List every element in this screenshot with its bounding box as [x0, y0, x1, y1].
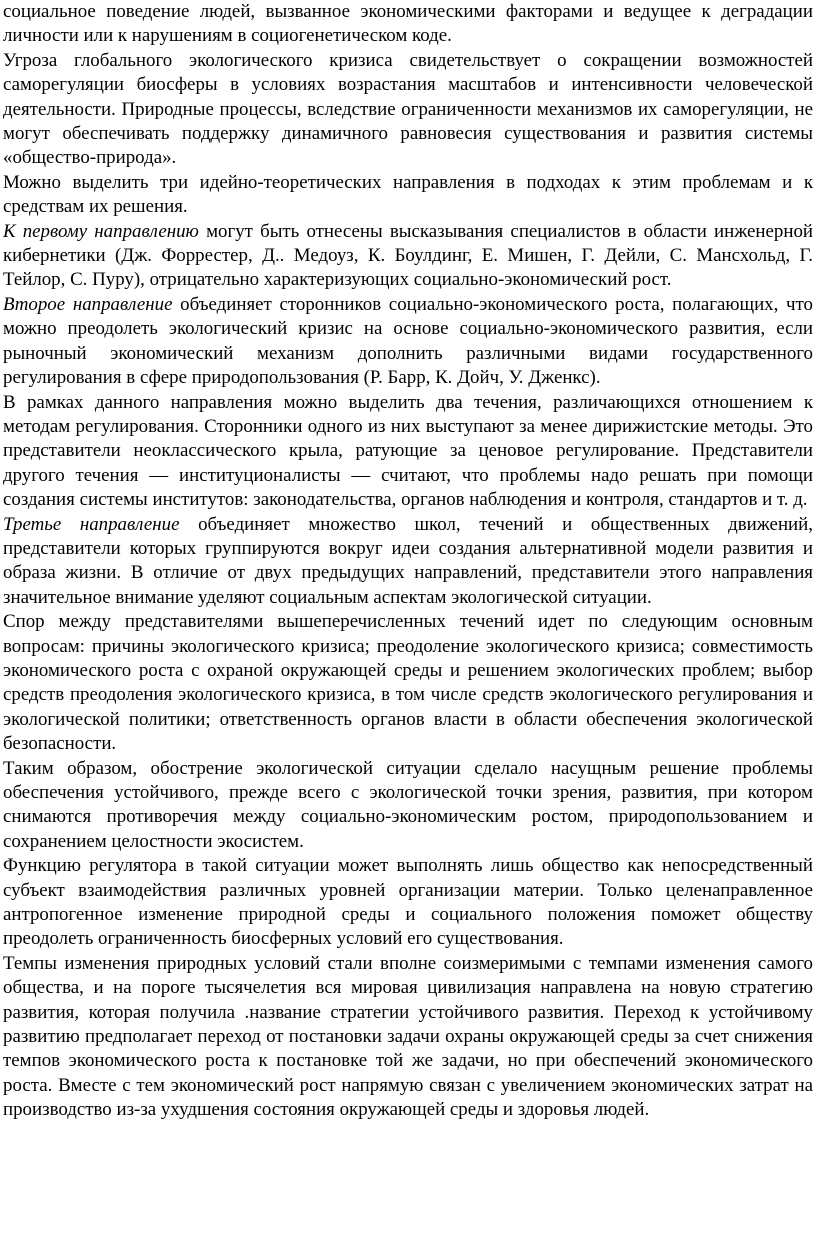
paragraph-text: объединяет сторонников социально-экономического роста, полагающих, что можно преодолеть экологический кризис на основе социально-экономического развития, если рыночный экономический механизм дополнить различными видами государственного регулирования в сфере природопользования (Р. Барр, К. Дойч, У. Дженкс).: [3, 293, 813, 389]
paragraph-5: [3, 293, 813, 391]
paragraph-7: [3, 513, 813, 611]
paragraph-2: [3, 49, 813, 171]
paragraph-10: [3, 854, 813, 952]
paragraph-text: Таким образом, обострение экологической ситуации сделало насущным решение проблемы обеспечения устойчивого, прежде всего с экологической точки зрения, развития, при котором снимаются противоречия между социально-экономическим ростом, природопользованием и сохранением целостности экосистем.: [3, 757, 813, 852]
paragraph-8: [3, 610, 813, 756]
paragraph-italic-lead: Второе направление: [3, 293, 173, 315]
paragraph-6: [3, 391, 813, 513]
paragraph-text: могут быть отнесены высказывания специалистов в области инженерной кибернетики (Дж. Форрестер, Д.. Медоуз, К. Боулдинг, Е. Мишен, Г. Дейли, С. Мансхольд, Г. Тейлор, С. Пуру), отрицательно характеризующих социально-экономический рост.: [3, 220, 813, 291]
paragraph-text: Можно выделить три идейно-теоретических направления в подходах к этим проблемам и к средствам их решения.: [3, 171, 813, 218]
paragraph-text: Спор между представителями вышеперечисленных течений идет по следующим основным вопросам: причины экологического кризиса; преодоление экологического кризиса; совместимость экономического роста с охраной окружающей среды и решением экологических проблем; выбор средств преодоления экологического кризиса, в том числе средств экологического регулирования и экологической политики; ответственность органов власти в области обеспечения экологической безопасности.: [3, 611, 813, 755]
paragraph-text: Темпы изменения природных условий стали вполне соизмеримыми с темпами изменения самого общества, и на пороге тысячелетия вся мировая цивилизация направлена на новую стратегию развития, которая получила .название стратегии устойчивого развития. Переход к устойчивому развитию предполагает переход от постановки задачи охраны окружающей среды за счет снижения темпов экономического роста к постановке той же задачи, но при обеспечений экономического роста. Вместе с тем экономический рост напрямую связан с увеличением экономических затрат на производство из-за ухудшения состояния окружающей среды и здоровья людей.: [3, 952, 813, 1121]
paragraph-1: [3, 0, 813, 49]
paragraph-text: В рамках данного направления можно выделить два течения, различающихся отношением к методам регулирования. Сторонники одного из них выступают за менее дирижистские методы. Это представители неоклассического крыла, ратующие за ценовое регулирование. Представители другого течения — институционалисты — считают, что проблемы надо решать при помощи создания системы институтов: законодательства, органов наблюдения и контроля, стандартов и т. д.: [3, 391, 813, 511]
paragraph-text: социальное поведение людей, вызванное экономическими факторами и ведущее к деградации личности или к нарушениям в социогенетическом коде.: [3, 1, 813, 47]
paragraph-text: Функцию регулятора в такой ситуации может выполнять лишь общество как непосредственный субъект взаимодействия различных уровней организации материи. Только целенаправленное антропогенное изменение природной среды и социального положения поможет обществу преодолеть ограниченность биосферных условий его существования.: [3, 855, 813, 950]
paragraph-italic-lead: К первому направлению: [3, 220, 199, 242]
paragraph-4: [3, 220, 813, 293]
paragraph-text: объединяет множество школ, течений и общественных движений, представители которых группируются вокруг идеи создания альтернативной модели развития и образа жизни. В отличие от двух предыдущих направлений, представители этого направления значительное внимание уделяют социальным аспектам экологической ситуации.: [3, 513, 813, 608]
paragraph-italic-lead: Третье направление: [3, 513, 180, 535]
paragraph-3: [3, 171, 813, 220]
paragraph-11: [3, 952, 813, 1123]
paragraph-text: Угроза глобального экологического кризиса свидетельствует о сокращении возможностей саморегуляции биосферы в условиях возрастания масштабов и интенсивности человеческой деятельности. Природные процессы, вследствие ограниченности механизмов их саморегуляции, не могут обеспечивать поддержку динамичного равновесия существования и развития системы «общество-природа».: [3, 49, 813, 169]
paragraph-9: [3, 757, 813, 855]
